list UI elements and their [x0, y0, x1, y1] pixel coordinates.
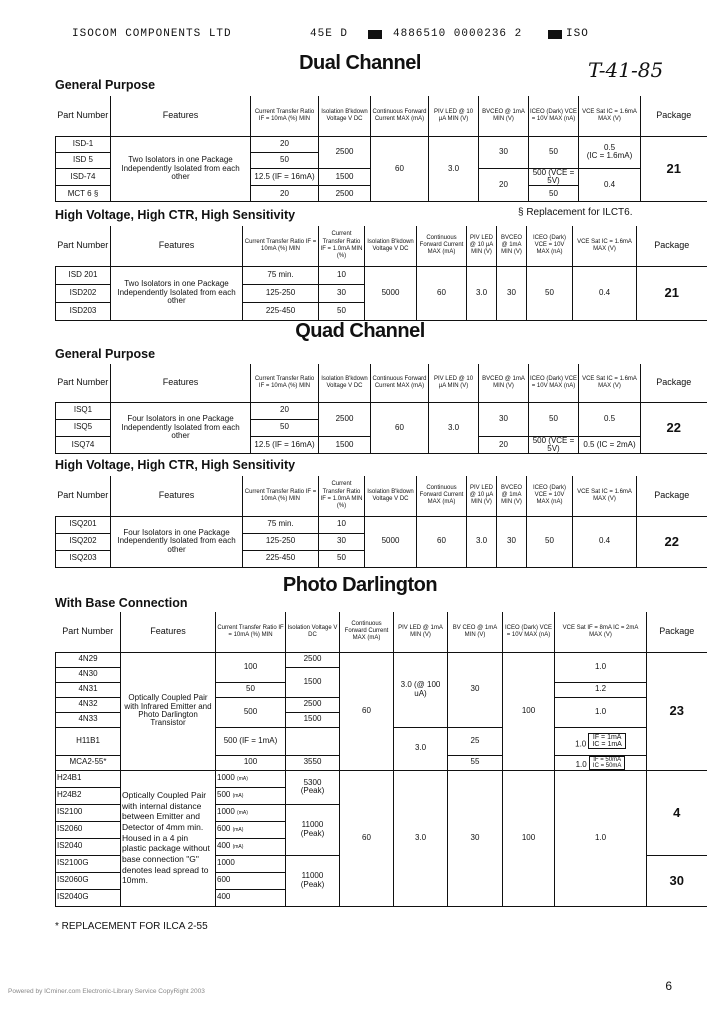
subtitle-dual-hv: High Voltage, High CTR, High Sensitivity — [55, 208, 296, 222]
part-number: H24B1 — [56, 770, 121, 787]
hdr-package: Package — [647, 612, 707, 652]
replacement-note: § Replacement for ILCT6. — [518, 207, 633, 218]
ctr1-cell: 30 — [319, 284, 365, 302]
piv-cell: 3.0 — [394, 727, 448, 770]
hdr-package: Package — [637, 226, 707, 266]
ctr-unit: (mA) — [237, 776, 248, 783]
ctr-cell: 20 — [251, 186, 319, 202]
ctr-cell: 100 — [216, 652, 286, 682]
piv-cell: 3.0 — [467, 516, 497, 567]
hdr-vcesat: VCE Sat IF = 8mA IC = 2mA MAX (V) — [555, 612, 647, 652]
vcesat-cell — [579, 136, 641, 168]
vcesat-cell — [555, 755, 647, 770]
part-number: ISQ201 — [56, 516, 111, 533]
iceo-cell: 50 — [529, 402, 579, 436]
piv-cell: 3.0 — [394, 770, 448, 906]
company-name: ISOCOM COMPONENTS LTD — [72, 28, 232, 40]
part-number: IS2040G — [56, 889, 121, 906]
part-number: ISQ5 — [56, 419, 111, 436]
forward-cell: 60 — [417, 516, 467, 567]
section-title-dual: Dual Channel — [299, 52, 421, 74]
hdr-vcesat: VCE Sat IC = 1.6mA MAX (V) — [579, 364, 641, 402]
vce-if: IF = 50mA — [593, 756, 622, 763]
ctr1-cell: 50 — [319, 302, 365, 320]
part-number: IS2060 — [56, 821, 121, 838]
bvceo-cell: 30 — [479, 402, 529, 436]
table-dual-hv — [55, 226, 707, 321]
package-cell: 4 — [647, 770, 707, 855]
features-cell: Optically Coupled Pair with internal distance between Emitter and Detector of 4mm min. Housed in a 4 pin plastic package without base connection "G" denotes lead spread to 10mm. — [121, 770, 216, 906]
isolation-cell: 5000 — [365, 266, 417, 320]
part-number: ISQ202 — [56, 533, 111, 550]
package-cell: 22 — [641, 402, 707, 454]
ctr10-cell: 75 min. — [243, 516, 319, 533]
hdr-ctr: Current Transfer Ratio IF = 10mA (%) MIN — [216, 612, 286, 652]
part-number: 4N33 — [56, 712, 121, 727]
bvceo-cell: 30 — [497, 266, 527, 320]
doc-iso: ISO — [566, 28, 589, 40]
part-number: ISD202 — [56, 284, 111, 302]
ctr-cell — [216, 804, 286, 821]
forward-cell: 60 — [371, 136, 429, 202]
isolation-cell: 1500 — [286, 712, 340, 727]
hdr-isolation: Isolation B'kdown Voltage V DC — [365, 226, 417, 266]
vcesat-cell: 0.5 (IC = 2mA) — [579, 436, 641, 454]
part-number: MCA2-55* — [56, 755, 121, 770]
part-number: 4N32 — [56, 697, 121, 712]
part-number: IS2060G — [56, 872, 121, 889]
hdr-features: Features — [121, 612, 216, 652]
ctr-value: 500 — [217, 790, 231, 800]
ctr10-cell: 225-450 — [243, 302, 319, 320]
ctr-cell: 20 — [251, 136, 319, 152]
hdr-features: Features — [111, 364, 251, 402]
features-cell: Four Isolators in one Package Independently Isolated from each other — [111, 516, 243, 567]
ctr10-cell: 225-450 — [243, 550, 319, 567]
barcode-block — [368, 30, 382, 39]
vcesat-cond: (IC = 1.6mA) — [586, 151, 633, 160]
ctr-cell: 100 — [216, 755, 286, 770]
page-number: 6 — [665, 979, 672, 993]
isolation-cell: 1500 — [319, 168, 371, 186]
part-number: 4N29 — [56, 652, 121, 667]
ctr1-cell: 50 — [319, 550, 365, 567]
hdr-features: Features — [111, 226, 243, 266]
barcode-block-2 — [548, 30, 562, 39]
hdr-ctr10: Current Transfer Ratio IF = 10mA (%) MIN — [243, 476, 319, 516]
ctr1-cell: 30 — [319, 533, 365, 550]
isolation-cell: 2500 — [319, 402, 371, 436]
hdr-part: Part Number — [56, 226, 111, 266]
iceo-cell: 100 — [503, 770, 555, 906]
hdr-isolation: Isolation B'kdown Voltage V DC — [319, 364, 371, 402]
forward-cell: 60 — [417, 266, 467, 320]
ctr-cell — [216, 787, 286, 804]
part-number: ISQ74 — [56, 436, 111, 454]
ctr-value: 1000 — [217, 807, 235, 817]
vcesat-cell — [555, 727, 647, 755]
hdr-bvceo: BVCEO @ 1mA MIN (V) — [497, 476, 527, 516]
hdr-isolation: Isolation B'kdown Voltage V DC — [319, 96, 371, 136]
isolation-cell: 1500 — [319, 436, 371, 454]
part-number: 4N31 — [56, 682, 121, 697]
vce-value: 1.0 — [575, 759, 587, 769]
hdr-vcesat: VCE Sat IC = 1.6mA MAX (V) — [579, 96, 641, 136]
isolation-cell: 2500 — [286, 652, 340, 667]
iceo-cell: 100 — [503, 652, 555, 770]
hdr-vcesat: VCE Sat IC = 1.6mA MAX (V) — [573, 476, 637, 516]
ctr-cell: 500 (IF = 1mA) — [216, 727, 286, 755]
package-cell: 23 — [647, 652, 707, 770]
piv-cell: 3.0 (@ 100 uA) — [394, 652, 448, 727]
hdr-forward: Continuous Forward Current MAX (mA) — [340, 612, 394, 652]
hdr-ctr: Current Transfer Ratio IF = 10mA (%) MIN — [251, 364, 319, 402]
ctr-unit: (mA) — [232, 827, 244, 834]
table-quad-general — [55, 364, 707, 454]
isolation-cell — [286, 855, 340, 906]
piv-cell: 3.0 — [429, 402, 479, 454]
ctr-value: 400 — [217, 841, 231, 851]
vce-ic: IC = 50mA — [592, 762, 622, 769]
hdr-ctr10: Current Transfer Ratio IF = 10mA (%) MIN — [243, 226, 319, 266]
part-number: ISD-1 — [56, 136, 111, 152]
hdr-part: Part Number — [56, 476, 111, 516]
vcesat-cell: 1.2 — [555, 682, 647, 697]
section-title-quad: Quad Channel — [295, 320, 425, 342]
hdr-forward: Continuous Forward Current MAX (mA) — [417, 226, 467, 266]
ctr-cell: 20 — [251, 402, 319, 419]
ctr10-cell: 125-250 — [243, 533, 319, 550]
iceo-cell: 500 (VCE = 5V) — [529, 168, 579, 186]
ctr-cell: 500 — [216, 697, 286, 727]
iso-peak: (Peak) — [300, 879, 325, 889]
doc-code: 45E D — [310, 28, 349, 40]
iso-value: 11000 — [301, 871, 324, 881]
hdr-iceo: ICEO (Dark) VCE = 10V MAX (nA) — [527, 476, 573, 516]
iceo-cell: 50 — [527, 266, 573, 320]
table-dual-general — [55, 96, 707, 202]
vcesat-cell: 1.0 — [555, 697, 647, 727]
hdr-ctr1: Current Transfer Ratio IF = 1.0mA MIN (%) — [319, 226, 365, 266]
hdr-bvceo: BVCEO @ 1mA MIN (V) — [479, 96, 529, 136]
ctr-cell: 12.5 (IF = 16mA) — [251, 168, 319, 186]
ctr-cell: 50 — [251, 419, 319, 436]
features-cell: Two Isolators in one Package Independently Isolated from each other — [111, 266, 243, 320]
table-quad-hv — [55, 476, 707, 568]
hdr-iceo: ICEO (Dark) VCE = 10V MAX (nA) — [529, 96, 579, 136]
package-cell: 22 — [637, 516, 707, 567]
ctr-cell: 50 — [216, 682, 286, 697]
hdr-bvceo: BVCEO @ 1mA MIN (V) — [479, 364, 529, 402]
vcesat-cell: 0.4 — [573, 516, 637, 567]
part-number: ISD-74 — [56, 168, 111, 186]
ctr-cell: 50 — [251, 152, 319, 168]
ctr-cell: 1000 — [216, 855, 286, 872]
ctr-cell — [216, 838, 286, 855]
part-number: ISD 5 — [56, 152, 111, 168]
ctr10-cell: 75 min. — [243, 266, 319, 284]
subtitle-dual-general: General Purpose — [55, 78, 156, 92]
iso-value: 11000 — [301, 820, 324, 830]
ctr-cell: 12.5 (IF = 16mA) — [251, 436, 319, 454]
hdr-piv: PIV LED @ 10 µA MIN (V) — [429, 96, 479, 136]
ctr-unit: (mA) — [237, 810, 248, 817]
vcesat-cell: 0.5 — [579, 402, 641, 436]
subtitle-quad-hv: High Voltage, High CTR, High Sensitivity — [55, 458, 296, 472]
part-number: ISD 201 — [56, 266, 111, 284]
iceo-cell: 50 — [527, 516, 573, 567]
hdr-piv: PIV LED @ 1mA MIN (V) — [394, 612, 448, 652]
vce-cond — [589, 756, 626, 770]
isolation-cell: 1500 — [286, 667, 340, 697]
vcesat-cell: 0.4 — [573, 266, 637, 320]
part-number: IS2040 — [56, 838, 121, 855]
iceo-cell: 50 — [529, 186, 579, 202]
ctr-unit: (mA) — [232, 793, 244, 800]
hdr-isolation: Isolation B'kdown Voltage V DC — [365, 476, 417, 516]
isolation-cell — [286, 804, 340, 855]
isolation-cell: 2500 — [319, 136, 371, 168]
iso-value: 5300 — [303, 777, 322, 787]
hdr-iceo: ICEO (Dark) VCE = 10V MAX (nA) — [503, 612, 555, 652]
bvceo-cell: 30 — [479, 136, 529, 168]
forward-cell: 60 — [340, 770, 394, 906]
hdr-vcesat: VCE Sat IC = 1.6mA MAX (V) — [573, 226, 637, 266]
part-number: IS2100 — [56, 804, 121, 821]
forward-cell: 60 — [371, 402, 429, 454]
part-number: ISQ203 — [56, 550, 111, 567]
vcesat-cell: 0.4 — [579, 168, 641, 202]
ctr-value: 600 — [217, 824, 231, 834]
iso-peak: (Peak) — [300, 786, 325, 795]
section-title-darlington: Photo Darlington — [282, 574, 438, 596]
vce-cond — [588, 733, 625, 750]
hdr-package: Package — [637, 476, 707, 516]
piv-cell: 3.0 — [429, 136, 479, 202]
ctr-value: 1000 — [217, 773, 235, 783]
isolation-cell: 2500 — [319, 186, 371, 202]
hdr-iceo: ICEO (Dark) VCE = 10V MAX (nA) — [529, 364, 579, 402]
ctr-cell: 600 — [216, 872, 286, 889]
hdr-package: Package — [641, 96, 707, 136]
vce-ic: IC = 1mA — [592, 741, 622, 748]
vce-value: 1.0 — [575, 739, 587, 748]
hdr-part: Part Number — [56, 96, 111, 136]
bvceo-cell: 30 — [448, 652, 503, 727]
hdr-piv: PIV LED @ 10 µA MIN (V) — [467, 226, 497, 266]
package-cell: 21 — [641, 136, 707, 202]
part-number: H11B1 — [56, 727, 121, 755]
hdr-forward: Continuous Forward Current MAX (mA) — [417, 476, 467, 516]
hdr-features: Features — [111, 96, 251, 136]
hdr-bvceo: BV CEO @ 1mA MIN (V) — [448, 612, 503, 652]
ctr10-cell: 125-250 — [243, 284, 319, 302]
ctr-cell — [216, 821, 286, 838]
footnote: * REPLACEMENT FOR ILCA 2-55 — [55, 921, 208, 932]
isolation-cell — [286, 770, 340, 804]
ctr1-cell: 10 — [319, 516, 365, 533]
isolation-cell: 2500 — [286, 697, 340, 712]
isolation-cell — [286, 727, 340, 755]
ctr1-cell: 10 — [319, 266, 365, 284]
vcesat-value: 0.5 — [603, 142, 616, 152]
ctr-cell: 400 — [216, 889, 286, 906]
bvceo-cell: 30 — [448, 770, 503, 906]
features-cell: Two Isolators in one Package Independently Isolated from each other — [111, 136, 251, 202]
bvceo-cell: 20 — [479, 168, 529, 202]
table-darlington — [55, 612, 707, 907]
bvceo-cell: 55 — [448, 755, 503, 770]
features-cell: Optically Coupled Pair with Infrared Emitter and Photo Darlington Transistor — [121, 652, 216, 770]
part-number: 4N30 — [56, 667, 121, 682]
hdr-forward: Continuous Forward Current MAX (mA) — [371, 96, 429, 136]
ctr-unit: (mA) — [232, 844, 244, 851]
vcesat-cell: 1.0 — [555, 770, 647, 906]
piv-cell: 3.0 — [467, 266, 497, 320]
bvceo-cell: 20 — [479, 436, 529, 454]
handwritten-note: T-41-85 — [588, 58, 664, 82]
features-cell: Four Isolators in one Package Independently Isolated from each other — [111, 402, 251, 454]
hdr-package: Package — [641, 364, 707, 402]
hdr-iceo: ICEO (Dark) VCE = 10V MAX (nA) — [527, 226, 573, 266]
ctr-cell — [216, 770, 286, 787]
iceo-cell: 500 (VCE = 5V) — [529, 436, 579, 454]
doc-number: 4886510 0000236 2 — [393, 28, 523, 40]
part-number: H24B2 — [56, 787, 121, 804]
part-number: IS2100G — [56, 855, 121, 872]
part-number: MCT 6 § — [56, 186, 111, 202]
bvceo-cell: 30 — [497, 516, 527, 567]
vcesat-cell: 1.0 — [555, 652, 647, 682]
bvceo-cell: 25 — [448, 727, 503, 755]
isolation-cell: 3550 — [286, 755, 340, 770]
iceo-cell: 50 — [529, 136, 579, 168]
subtitle-quad-general: General Purpose — [55, 347, 156, 361]
hdr-features: Features — [111, 476, 243, 516]
part-number: ISQ1 — [56, 402, 111, 419]
hdr-piv: PIV LED @ 10 µA MIN (V) — [467, 476, 497, 516]
hdr-ctr1: Current Transfer Ratio IF = 1.0mA MIN (%) — [319, 476, 365, 516]
hdr-ctr: Current Transfer Ratio IF = 10mA (%) MIN — [251, 96, 319, 136]
part-number: ISD203 — [56, 302, 111, 320]
iso-peak: (Peak) — [300, 828, 325, 838]
scan-note: Powered by ICminer.com Electronic-Library Service CopyRight 2003 — [8, 988, 205, 995]
forward-cell: 60 — [340, 652, 394, 770]
hdr-piv: PIV LED @ 10 µA MIN (V) — [429, 364, 479, 402]
hdr-part: Part Number — [56, 364, 111, 402]
package-cell: 21 — [637, 266, 707, 320]
hdr-forward: Continuous Forward Current MAX (mA) — [371, 364, 429, 402]
package-cell: 30 — [647, 855, 707, 906]
hdr-part: Part Number — [56, 612, 121, 652]
hdr-isolation: Isolation Voltage V DC — [286, 612, 340, 652]
subtitle-darlington: With Base Connection — [55, 596, 188, 610]
vce-if: IF = 1mA — [592, 733, 622, 741]
hdr-bvceo: BVCEO @ 1mA MIN (V) — [497, 226, 527, 266]
isolation-cell: 5000 — [365, 516, 417, 567]
